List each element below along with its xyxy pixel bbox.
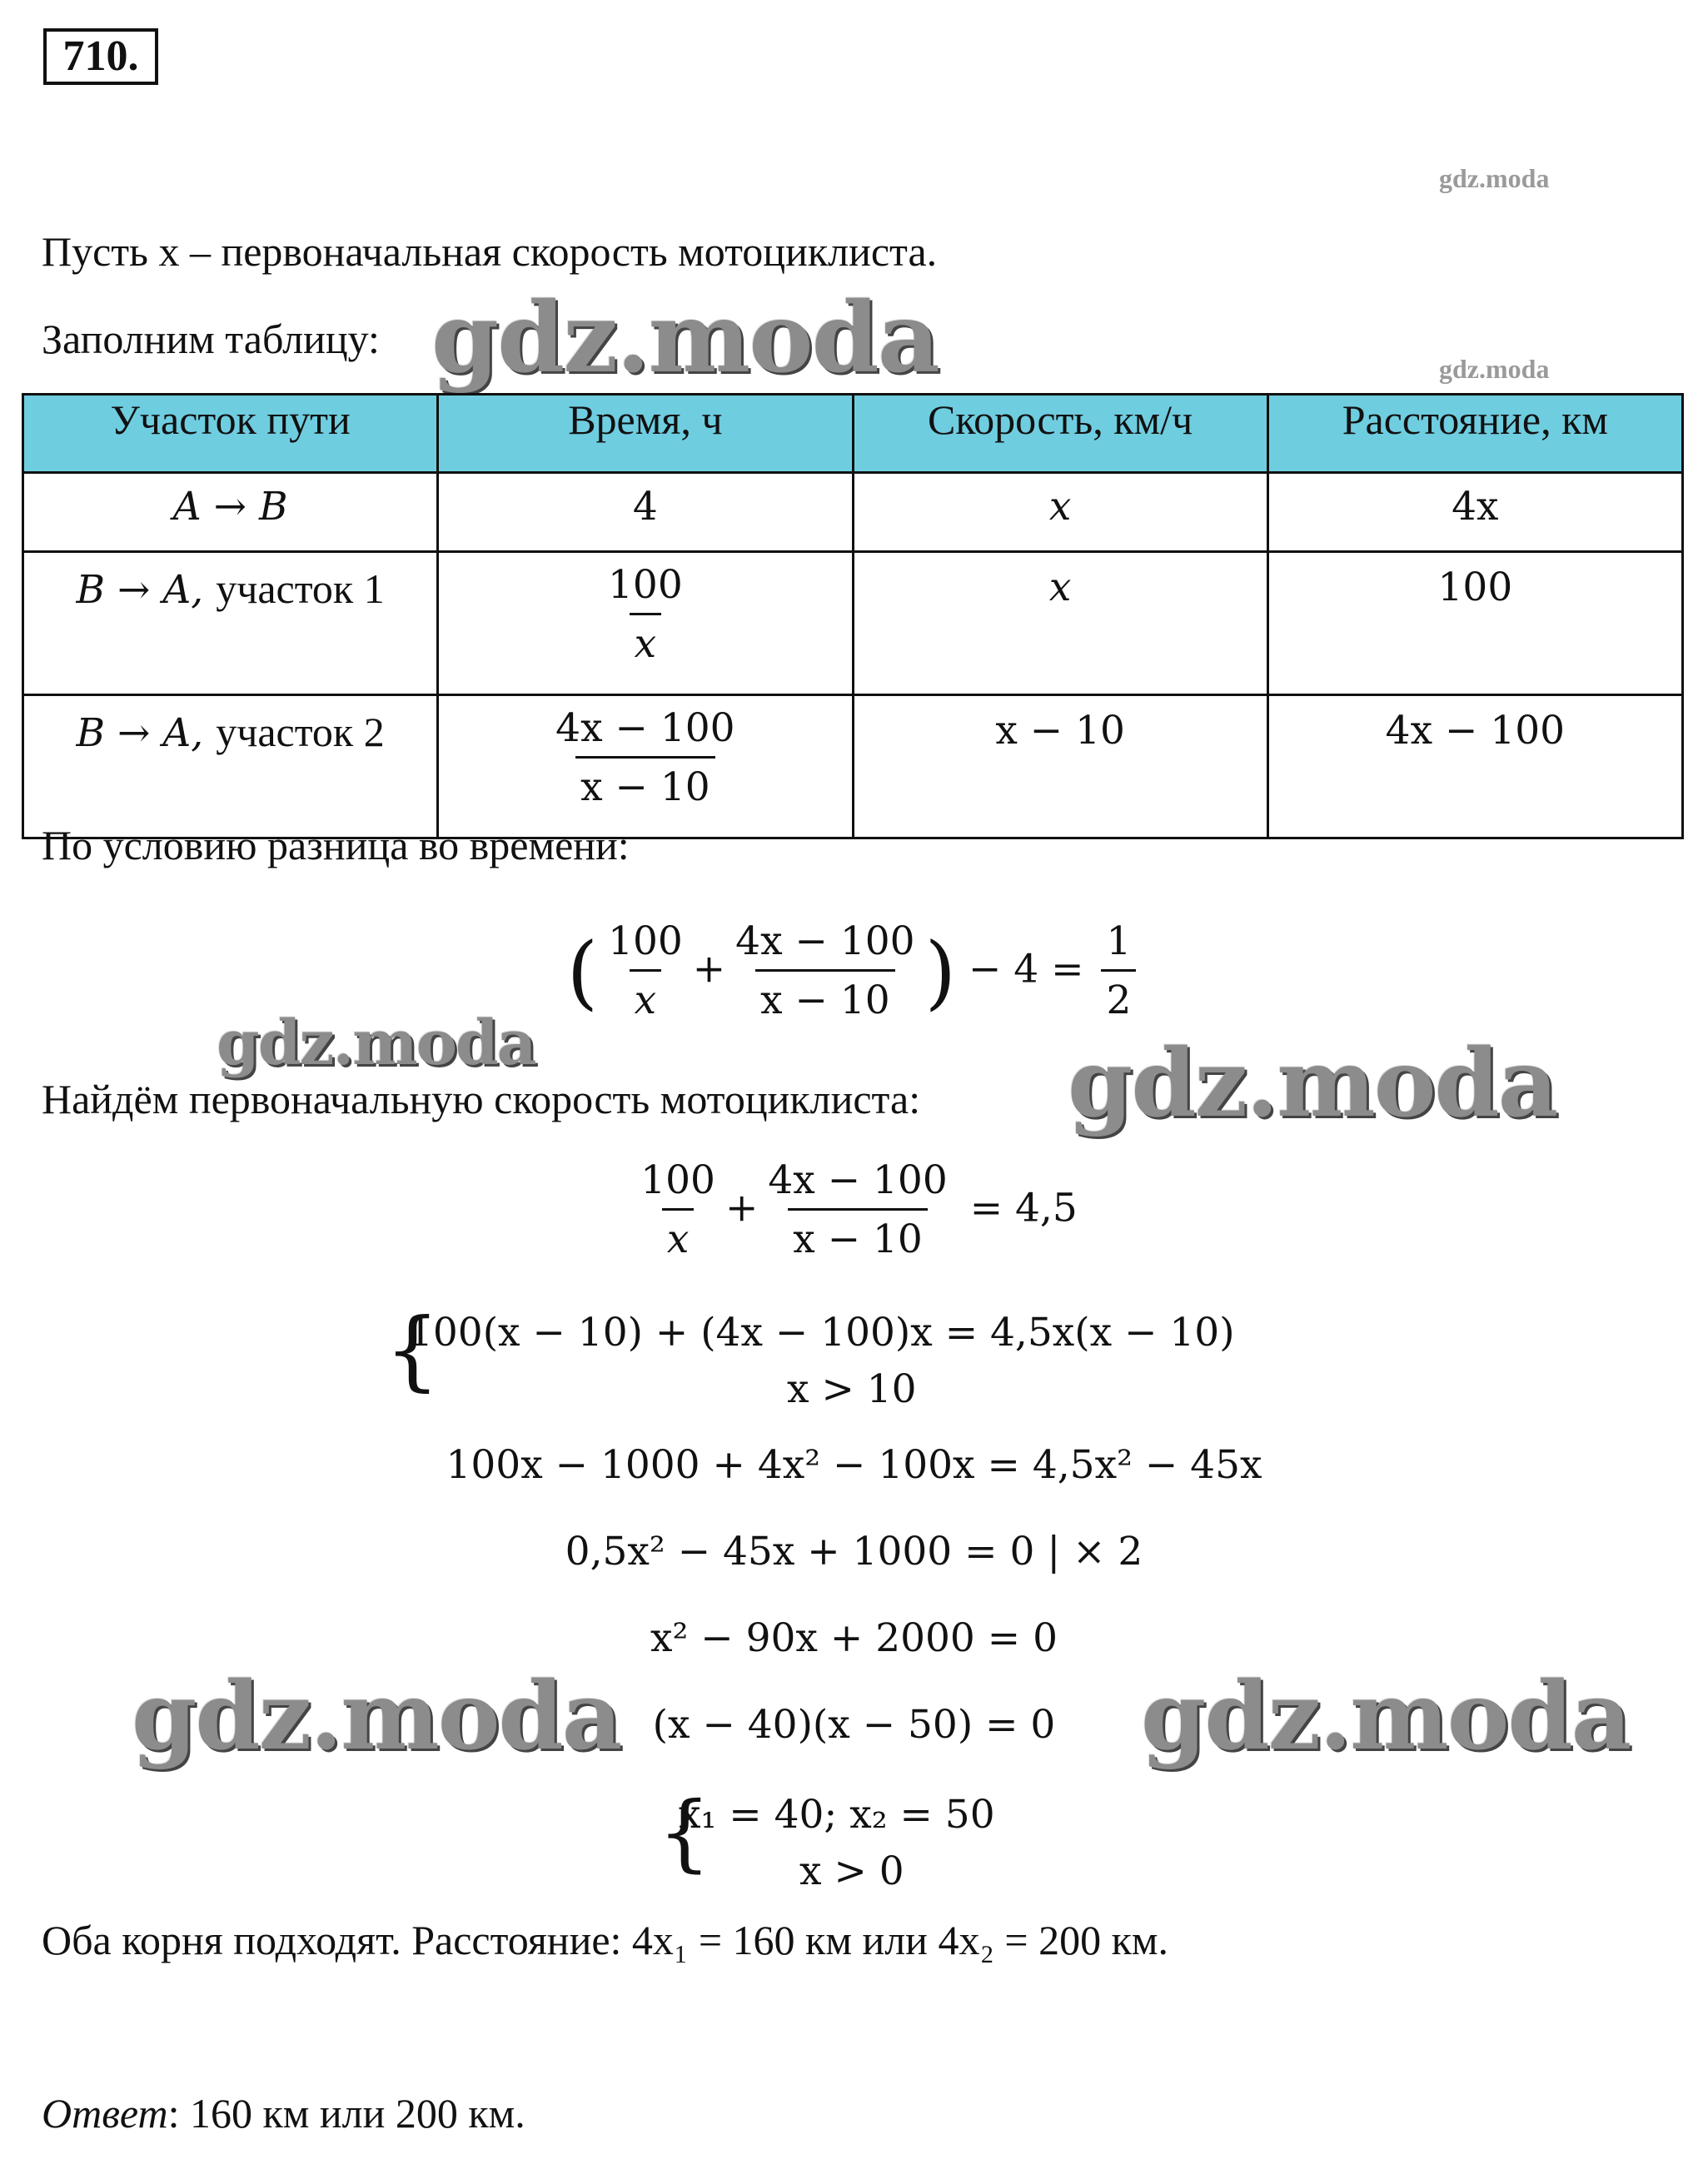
- answer-text: : 160 км или 200 км.: [167, 2090, 525, 2137]
- fraction-denominator: 2: [1101, 969, 1136, 1030]
- table-cell-speed: x: [853, 552, 1267, 695]
- table-cell-segment: A → B: [23, 473, 438, 552]
- fraction: [603, 914, 688, 1030]
- watermark-small: gdz.moda: [1439, 354, 1550, 384]
- motion-table: [22, 393, 1684, 839]
- problem-number: 710.: [43, 28, 158, 85]
- fraction-numerator: 1: [1106, 918, 1132, 964]
- solution-step: 100x − 1000 + 4x² − 100x = 4,5x² − 45x: [446, 1442, 1262, 1488]
- table-cell-segment: [23, 695, 438, 838]
- solution-step: x² − 90x + 2000 = 0: [650, 1615, 1058, 1661]
- table-header-cell: Время, ч: [438, 395, 853, 473]
- watermark-large: gdz.moda: [217, 1007, 535, 1079]
- condition-text: По условию разница во времени:: [42, 822, 630, 868]
- equation-tail: = 4,5: [969, 1185, 1078, 1231]
- fraction-denominator: x − 10: [575, 756, 715, 817]
- table-cell-time: 4: [438, 473, 853, 552]
- table-cell-distance: 4x: [1267, 473, 1682, 552]
- time-fraction: [603, 558, 688, 674]
- fraction-denominator: x − 10: [755, 969, 895, 1030]
- table-cell-distance: 4x − 100: [1267, 695, 1682, 838]
- fraction-denominator: x: [630, 969, 662, 1030]
- fraction-numerator: 4x − 100: [555, 705, 735, 751]
- system-line: x₁ = 40; x₂ = 50: [679, 1792, 995, 1838]
- system-line: 100(x − 10) + (4x − 100)x = 4,5x(x − 10): [408, 1310, 1235, 1356]
- fraction-numerator: 100: [608, 918, 683, 964]
- find-text: Найдём первоначальную скорость мотоциклиста:: [42, 1076, 921, 1122]
- table-header-cell: Участок пути: [23, 395, 438, 473]
- brace-symbol: {: [658, 1783, 711, 1881]
- watermark-large: gdz.moda: [431, 281, 939, 395]
- conclusion-text: Оба корня подходят. Расстояние: 4x₁ = 160 км или 4x₂ = 200 км.: [42, 1917, 1169, 1963]
- table-header-row: [23, 395, 1683, 473]
- system-line: x > 0: [799, 1848, 904, 1894]
- table-cell-segment: [23, 552, 438, 695]
- fraction-denominator: x − 10: [788, 1208, 928, 1269]
- answer-line: [42, 2088, 525, 2138]
- table-cell-speed: x: [853, 473, 1267, 552]
- fraction: [730, 914, 919, 1030]
- answer-label: Ответ: [42, 2090, 168, 2137]
- segment-text: участок 2: [216, 709, 385, 755]
- intro-text: Пусть x – первоначальная скорость мотоциклиста.: [42, 228, 938, 275]
- fraction-denominator: x: [662, 1208, 695, 1269]
- equation-tail: − 4 =: [968, 946, 1084, 992]
- solution-step: 0,5x² − 45x + 1000 = 0 | × 2: [565, 1529, 1143, 1575]
- table-row: [23, 695, 1683, 838]
- fraction-numerator: 4x − 100: [768, 1157, 948, 1203]
- fraction-numerator: 100: [640, 1157, 715, 1203]
- segment-text: участок 1: [216, 565, 385, 612]
- watermark-large: gdz.moda: [132, 1662, 621, 1771]
- system-line: x > 10: [787, 1366, 917, 1412]
- table-header-cell: Расстояние, км: [1267, 395, 1682, 473]
- watermark-large: gdz.moda: [1141, 1662, 1631, 1771]
- plus-sign: +: [692, 946, 726, 992]
- fraction: [635, 1153, 720, 1269]
- fraction-numerator: 100: [608, 562, 683, 608]
- plus-sign: +: [725, 1185, 759, 1231]
- watermark-small: gdz.moda: [1439, 163, 1550, 193]
- paren-close: ): [924, 925, 957, 1019]
- table-cell-time: [438, 695, 853, 838]
- equation-1: [0, 1153, 1708, 1269]
- table-header-cell: Скорость, км/ч: [853, 395, 1267, 473]
- table-cell-distance: 100: [1267, 552, 1682, 695]
- table-row: [23, 473, 1683, 552]
- time-fraction: [550, 701, 739, 817]
- watermark-large: gdz.moda: [1068, 1029, 1557, 1138]
- segment-math: B → A,: [76, 710, 204, 756]
- fraction: [1101, 914, 1136, 1030]
- table-row: [23, 552, 1683, 695]
- fraction-numerator: 4x − 100: [735, 918, 915, 964]
- table-intro-text: Заполним таблицу:: [42, 316, 380, 362]
- paren-open: (: [566, 925, 599, 1019]
- solution-step: (x − 40)(x − 50) = 0: [652, 1702, 1056, 1748]
- fraction: [763, 1153, 952, 1269]
- brace-symbol: {: [385, 1299, 441, 1400]
- table-cell-time: [438, 552, 853, 695]
- segment-math: B → A,: [76, 567, 204, 613]
- table-cell-speed: x − 10: [853, 695, 1267, 838]
- fraction-denominator: x: [630, 613, 662, 674]
